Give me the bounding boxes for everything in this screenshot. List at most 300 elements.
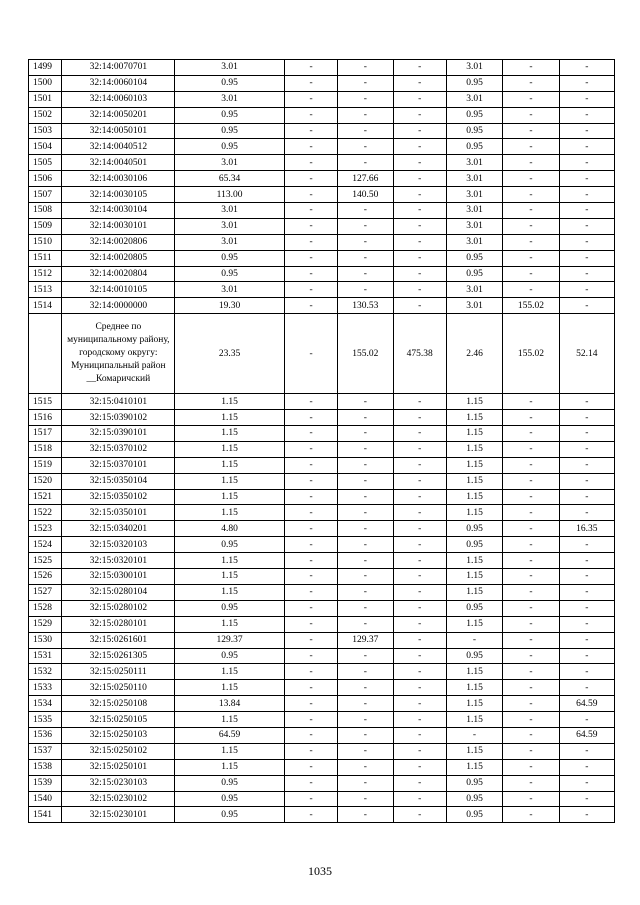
value-cell: 3.01 bbox=[446, 282, 502, 298]
table-row bbox=[29, 473, 615, 489]
value-cell: - bbox=[338, 807, 393, 823]
row-number-cell: 1509 bbox=[29, 218, 62, 234]
value-cell: - bbox=[338, 203, 393, 219]
cadastral-code-cell: 32:14:0020805 bbox=[62, 250, 175, 266]
value-cell: 3.01 bbox=[175, 282, 285, 298]
value-cell: - bbox=[284, 139, 337, 155]
value-cell: 3.01 bbox=[175, 234, 285, 250]
cadastral-code-cell: 32:15:0280102 bbox=[62, 600, 175, 616]
value-cell: 13.84 bbox=[175, 696, 285, 712]
table-row bbox=[29, 75, 615, 91]
value-cell: - bbox=[393, 807, 446, 823]
value-cell: - bbox=[559, 60, 614, 76]
value-cell: 1.15 bbox=[175, 743, 285, 759]
value-cell: 1.15 bbox=[175, 410, 285, 426]
value-cell: - bbox=[338, 107, 393, 123]
row-number-cell: 1531 bbox=[29, 648, 62, 664]
value-cell: - bbox=[393, 203, 446, 219]
cadastral-code-cell: 32:14:0020806 bbox=[62, 234, 175, 250]
table-row bbox=[29, 203, 615, 219]
value-cell: - bbox=[338, 553, 393, 569]
value-cell: - bbox=[338, 537, 393, 553]
row-number-cell: 1505 bbox=[29, 155, 62, 171]
cadastral-code-cell: 32:15:0250108 bbox=[62, 696, 175, 712]
value-cell: - bbox=[284, 775, 337, 791]
value-cell: - bbox=[503, 266, 559, 282]
value-cell: - bbox=[559, 664, 614, 680]
row-number-cell: 1511 bbox=[29, 250, 62, 266]
value-cell: - bbox=[393, 775, 446, 791]
value-cell: - bbox=[284, 553, 337, 569]
value-cell: - bbox=[503, 505, 559, 521]
row-number-cell: 1528 bbox=[29, 600, 62, 616]
value-cell: - bbox=[559, 743, 614, 759]
cadastral-code-cell: 32:15:0230101 bbox=[62, 807, 175, 823]
value-cell: - bbox=[559, 648, 614, 664]
cadastral-values-table bbox=[28, 59, 615, 823]
table-row bbox=[29, 426, 615, 442]
value-cell: - bbox=[503, 807, 559, 823]
cadastral-code-cell: 32:14:0060104 bbox=[62, 75, 175, 91]
value-cell: - bbox=[338, 712, 393, 728]
value-cell: - bbox=[393, 155, 446, 171]
value-cell: - bbox=[338, 648, 393, 664]
table-row bbox=[29, 234, 615, 250]
value-cell: - bbox=[284, 60, 337, 76]
table-row bbox=[29, 537, 615, 553]
value-cell: 1.15 bbox=[446, 743, 502, 759]
value-cell: 1.15 bbox=[446, 759, 502, 775]
value-cell: - bbox=[338, 759, 393, 775]
value-cell: - bbox=[338, 505, 393, 521]
value-cell: - bbox=[284, 680, 337, 696]
value-cell: 1.15 bbox=[175, 569, 285, 585]
cadastral-code-cell: 32:15:0410101 bbox=[62, 394, 175, 410]
cadastral-code-cell: 32:15:0230102 bbox=[62, 791, 175, 807]
value-cell: - bbox=[559, 473, 614, 489]
row-number-cell: 1515 bbox=[29, 394, 62, 410]
row-number-cell: 1526 bbox=[29, 569, 62, 585]
value-cell: - bbox=[284, 123, 337, 139]
value-cell: - bbox=[393, 505, 446, 521]
cadastral-code-cell: 32:14:0040512 bbox=[62, 139, 175, 155]
value-cell: - bbox=[338, 91, 393, 107]
value-cell: 1.15 bbox=[175, 664, 285, 680]
cadastral-code-cell: 32:15:0320101 bbox=[62, 553, 175, 569]
table-row bbox=[29, 521, 615, 537]
value-cell: - bbox=[559, 584, 614, 600]
value-cell: 1.15 bbox=[446, 569, 502, 585]
value-cell: - bbox=[338, 139, 393, 155]
table-row bbox=[29, 218, 615, 234]
table-row bbox=[29, 712, 615, 728]
value-cell: 1.15 bbox=[175, 680, 285, 696]
value-cell: - bbox=[393, 457, 446, 473]
value-cell: - bbox=[559, 250, 614, 266]
table-row bbox=[29, 441, 615, 457]
value-cell: - bbox=[393, 727, 446, 743]
cadastral-code-cell: 32:14:0010105 bbox=[62, 282, 175, 298]
value-cell: 1.15 bbox=[175, 712, 285, 728]
value-cell: 4.80 bbox=[175, 521, 285, 537]
value-cell: - bbox=[559, 441, 614, 457]
value-cell: 0.95 bbox=[446, 600, 502, 616]
value-cell: 127.66 bbox=[338, 171, 393, 187]
table-row bbox=[29, 107, 615, 123]
value-cell: 0.95 bbox=[446, 107, 502, 123]
value-cell: - bbox=[503, 537, 559, 553]
value-cell: - bbox=[393, 410, 446, 426]
cadastral-code-cell: 32:14:0050101 bbox=[62, 123, 175, 139]
value-cell: - bbox=[338, 410, 393, 426]
value-cell: - bbox=[338, 441, 393, 457]
table-row bbox=[29, 123, 615, 139]
cadastral-code-cell: 32:14:0040501 bbox=[62, 155, 175, 171]
value-cell: - bbox=[559, 218, 614, 234]
value-cell: - bbox=[393, 426, 446, 442]
value-cell: - bbox=[503, 696, 559, 712]
value-cell: - bbox=[559, 171, 614, 187]
cadastral-code-cell: 32:15:0230103 bbox=[62, 775, 175, 791]
cadastral-code-cell: 32:15:0280101 bbox=[62, 616, 175, 632]
value-cell: - bbox=[338, 266, 393, 282]
value-cell: 64.59 bbox=[559, 696, 614, 712]
value-cell: 0.95 bbox=[175, 775, 285, 791]
value-cell: - bbox=[393, 187, 446, 203]
value-cell: - bbox=[559, 791, 614, 807]
value-cell: - bbox=[503, 282, 559, 298]
value-cell: - bbox=[284, 505, 337, 521]
value-cell: - bbox=[284, 584, 337, 600]
row-number-cell: 1514 bbox=[29, 298, 62, 314]
value-cell: - bbox=[559, 553, 614, 569]
value-cell: - bbox=[559, 234, 614, 250]
value-cell: - bbox=[503, 616, 559, 632]
value-cell: 1.15 bbox=[175, 426, 285, 442]
value-cell: - bbox=[284, 632, 337, 648]
value-cell: - bbox=[393, 266, 446, 282]
value-cell: - bbox=[393, 60, 446, 76]
cadastral-code-cell: 32:15:0390101 bbox=[62, 426, 175, 442]
value-cell: - bbox=[284, 171, 337, 187]
value-cell: - bbox=[284, 203, 337, 219]
value-cell: 3.01 bbox=[446, 298, 502, 314]
table-row bbox=[29, 600, 615, 616]
value-cell: - bbox=[393, 394, 446, 410]
row-number-cell: 1539 bbox=[29, 775, 62, 791]
value-cell: - bbox=[559, 807, 614, 823]
row-number-cell: 1527 bbox=[29, 584, 62, 600]
summary-value-cell: 2.46 bbox=[446, 314, 502, 394]
value-cell: 0.95 bbox=[175, 648, 285, 664]
value-cell: - bbox=[503, 712, 559, 728]
value-cell: 0.95 bbox=[175, 107, 285, 123]
value-cell: 3.01 bbox=[175, 203, 285, 219]
value-cell: - bbox=[393, 107, 446, 123]
value-cell: - bbox=[284, 457, 337, 473]
value-cell: - bbox=[284, 410, 337, 426]
value-cell: - bbox=[284, 537, 337, 553]
cadastral-code-cell: 32:15:0350102 bbox=[62, 489, 175, 505]
value-cell: - bbox=[559, 457, 614, 473]
value-cell: - bbox=[559, 91, 614, 107]
cadastral-code-cell: 32:15:0250103 bbox=[62, 727, 175, 743]
value-cell: 3.01 bbox=[446, 60, 502, 76]
value-cell: - bbox=[503, 218, 559, 234]
row-number-cell: 1532 bbox=[29, 664, 62, 680]
value-cell: - bbox=[284, 696, 337, 712]
value-cell: 3.01 bbox=[175, 218, 285, 234]
value-cell: - bbox=[393, 75, 446, 91]
row-number-cell: 1510 bbox=[29, 234, 62, 250]
value-cell: - bbox=[503, 457, 559, 473]
row-number-cell: 1504 bbox=[29, 139, 62, 155]
value-cell: - bbox=[559, 426, 614, 442]
value-cell: - bbox=[559, 600, 614, 616]
value-cell: 1.15 bbox=[446, 553, 502, 569]
value-cell: - bbox=[393, 218, 446, 234]
cadastral-code-cell: 32:15:0390102 bbox=[62, 410, 175, 426]
table-row bbox=[29, 791, 615, 807]
row-number-cell: 1507 bbox=[29, 187, 62, 203]
summary-value-cell: - bbox=[284, 314, 337, 394]
row-number-cell: 1538 bbox=[29, 759, 62, 775]
value-cell: - bbox=[559, 123, 614, 139]
value-cell: - bbox=[393, 648, 446, 664]
value-cell: 1.15 bbox=[446, 410, 502, 426]
value-cell: - bbox=[503, 91, 559, 107]
value-cell: - bbox=[284, 569, 337, 585]
value-cell: 3.01 bbox=[175, 91, 285, 107]
value-cell: - bbox=[559, 680, 614, 696]
row-number-cell: 1501 bbox=[29, 91, 62, 107]
value-cell: - bbox=[284, 250, 337, 266]
value-cell: - bbox=[284, 187, 337, 203]
value-cell: - bbox=[559, 139, 614, 155]
value-cell: - bbox=[559, 394, 614, 410]
value-cell: - bbox=[503, 648, 559, 664]
value-cell: 0.95 bbox=[446, 791, 502, 807]
value-cell: - bbox=[503, 664, 559, 680]
value-cell: - bbox=[503, 187, 559, 203]
value-cell: 3.01 bbox=[446, 234, 502, 250]
value-cell: - bbox=[446, 632, 502, 648]
value-cell: 0.95 bbox=[175, 600, 285, 616]
value-cell: - bbox=[284, 282, 337, 298]
value-cell: - bbox=[559, 266, 614, 282]
cadastral-code-cell: 32:14:0030101 bbox=[62, 218, 175, 234]
table-row bbox=[29, 187, 615, 203]
cadastral-code-cell: 32:14:0000000 bbox=[62, 298, 175, 314]
value-cell: - bbox=[503, 569, 559, 585]
cadastral-code-cell: 32:14:0030106 bbox=[62, 171, 175, 187]
value-cell: - bbox=[503, 632, 559, 648]
value-cell: - bbox=[559, 616, 614, 632]
value-cell: - bbox=[559, 203, 614, 219]
value-cell: 0.95 bbox=[175, 123, 285, 139]
value-cell: - bbox=[338, 394, 393, 410]
value-cell: - bbox=[284, 473, 337, 489]
table-row bbox=[29, 696, 615, 712]
table-row bbox=[29, 584, 615, 600]
row-number-cell: 1533 bbox=[29, 680, 62, 696]
summary-value-cell: 155.02 bbox=[503, 314, 559, 394]
cadastral-code-cell: 32:15:0350104 bbox=[62, 473, 175, 489]
value-cell: - bbox=[503, 60, 559, 76]
table-row bbox=[29, 680, 615, 696]
value-cell: - bbox=[393, 171, 446, 187]
value-cell: - bbox=[393, 712, 446, 728]
value-cell: - bbox=[559, 282, 614, 298]
value-cell: 1.15 bbox=[175, 489, 285, 505]
table-row bbox=[29, 727, 615, 743]
value-cell: 1.15 bbox=[446, 473, 502, 489]
row-number-cell: 1508 bbox=[29, 203, 62, 219]
table-row bbox=[29, 91, 615, 107]
value-cell: - bbox=[284, 266, 337, 282]
value-cell: - bbox=[338, 155, 393, 171]
value-cell: - bbox=[338, 250, 393, 266]
row-number-cell: 1521 bbox=[29, 489, 62, 505]
value-cell: - bbox=[503, 584, 559, 600]
cadastral-code-cell: 32:15:0250111 bbox=[62, 664, 175, 680]
table-body-upper bbox=[29, 60, 615, 314]
value-cell: - bbox=[338, 775, 393, 791]
table-body-lower bbox=[29, 394, 615, 823]
value-cell: - bbox=[393, 664, 446, 680]
value-cell: - bbox=[503, 727, 559, 743]
value-cell: - bbox=[559, 759, 614, 775]
value-cell: 16.35 bbox=[559, 521, 614, 537]
value-cell: - bbox=[284, 521, 337, 537]
value-cell: - bbox=[559, 410, 614, 426]
value-cell: - bbox=[284, 426, 337, 442]
value-cell: - bbox=[503, 410, 559, 426]
value-cell: - bbox=[284, 298, 337, 314]
value-cell: - bbox=[393, 553, 446, 569]
value-cell: - bbox=[393, 298, 446, 314]
row-number-cell: 1535 bbox=[29, 712, 62, 728]
row-number-cell: 1540 bbox=[29, 791, 62, 807]
value-cell: - bbox=[284, 648, 337, 664]
value-cell: 129.37 bbox=[338, 632, 393, 648]
value-cell: 113.00 bbox=[175, 187, 285, 203]
value-cell: - bbox=[338, 234, 393, 250]
value-cell: 65.34 bbox=[175, 171, 285, 187]
row-number-cell: 1503 bbox=[29, 123, 62, 139]
cadastral-code-cell: 32:14:0020804 bbox=[62, 266, 175, 282]
value-cell: 1.15 bbox=[446, 712, 502, 728]
row-number-cell: 1534 bbox=[29, 696, 62, 712]
value-cell: 64.59 bbox=[175, 727, 285, 743]
value-cell: - bbox=[503, 203, 559, 219]
value-cell: - bbox=[393, 489, 446, 505]
row-number-cell: 1519 bbox=[29, 457, 62, 473]
value-cell: - bbox=[338, 489, 393, 505]
value-cell: - bbox=[393, 521, 446, 537]
row-number-cell: 1537 bbox=[29, 743, 62, 759]
row-number-cell: 1518 bbox=[29, 441, 62, 457]
table-row bbox=[29, 171, 615, 187]
value-cell: - bbox=[393, 600, 446, 616]
value-cell: 1.15 bbox=[446, 426, 502, 442]
value-cell: - bbox=[338, 282, 393, 298]
table-row bbox=[29, 410, 615, 426]
value-cell: 1.15 bbox=[175, 505, 285, 521]
value-cell: - bbox=[559, 489, 614, 505]
value-cell: - bbox=[393, 616, 446, 632]
value-cell: - bbox=[284, 91, 337, 107]
value-cell: - bbox=[393, 234, 446, 250]
table-row bbox=[29, 457, 615, 473]
value-cell: - bbox=[393, 743, 446, 759]
table-row bbox=[29, 807, 615, 823]
summary-value-cell: 475.38 bbox=[393, 314, 446, 394]
cadastral-code-cell: 32:15:0370102 bbox=[62, 441, 175, 457]
value-cell: 64.59 bbox=[559, 727, 614, 743]
value-cell: 0.95 bbox=[446, 537, 502, 553]
value-cell: - bbox=[503, 759, 559, 775]
value-cell: - bbox=[338, 60, 393, 76]
value-cell: - bbox=[393, 569, 446, 585]
value-cell: - bbox=[284, 664, 337, 680]
table-row bbox=[29, 266, 615, 282]
row-number-cell: 1536 bbox=[29, 727, 62, 743]
value-cell: - bbox=[284, 759, 337, 775]
value-cell: 1.15 bbox=[175, 584, 285, 600]
value-cell: 0.95 bbox=[175, 266, 285, 282]
value-cell: 0.95 bbox=[446, 775, 502, 791]
summary-value-cell: 23.35 bbox=[175, 314, 285, 394]
cadastral-code-cell: 32:14:0070701 bbox=[62, 60, 175, 76]
row-number-cell: 1524 bbox=[29, 537, 62, 553]
value-cell: - bbox=[393, 282, 446, 298]
value-cell: - bbox=[503, 426, 559, 442]
value-cell: - bbox=[284, 489, 337, 505]
value-cell: - bbox=[503, 473, 559, 489]
value-cell: - bbox=[393, 759, 446, 775]
value-cell: 1.15 bbox=[446, 664, 502, 680]
value-cell: 19.30 bbox=[175, 298, 285, 314]
cadastral-code-cell: 32:15:0300101 bbox=[62, 569, 175, 585]
table-row bbox=[29, 60, 615, 76]
row-number-cell: 1541 bbox=[29, 807, 62, 823]
value-cell: - bbox=[338, 696, 393, 712]
table-row bbox=[29, 250, 615, 266]
value-cell: - bbox=[284, 155, 337, 171]
table-row bbox=[29, 743, 615, 759]
value-cell: - bbox=[284, 107, 337, 123]
value-cell: 1.15 bbox=[446, 441, 502, 457]
value-cell: 3.01 bbox=[446, 218, 502, 234]
value-cell: - bbox=[559, 632, 614, 648]
value-cell: 0.95 bbox=[446, 266, 502, 282]
value-cell: - bbox=[338, 473, 393, 489]
value-cell: 0.95 bbox=[446, 250, 502, 266]
row-number-cell: 1513 bbox=[29, 282, 62, 298]
value-cell: - bbox=[503, 139, 559, 155]
value-cell: 0.95 bbox=[175, 139, 285, 155]
table-row bbox=[29, 632, 615, 648]
value-cell: 0.95 bbox=[175, 537, 285, 553]
value-cell: 3.01 bbox=[175, 60, 285, 76]
cadastral-code-cell: 32:15:0250110 bbox=[62, 680, 175, 696]
table-row bbox=[29, 489, 615, 505]
value-cell: 0.95 bbox=[446, 123, 502, 139]
value-cell: - bbox=[503, 791, 559, 807]
value-cell: - bbox=[393, 696, 446, 712]
table-row bbox=[29, 664, 615, 680]
